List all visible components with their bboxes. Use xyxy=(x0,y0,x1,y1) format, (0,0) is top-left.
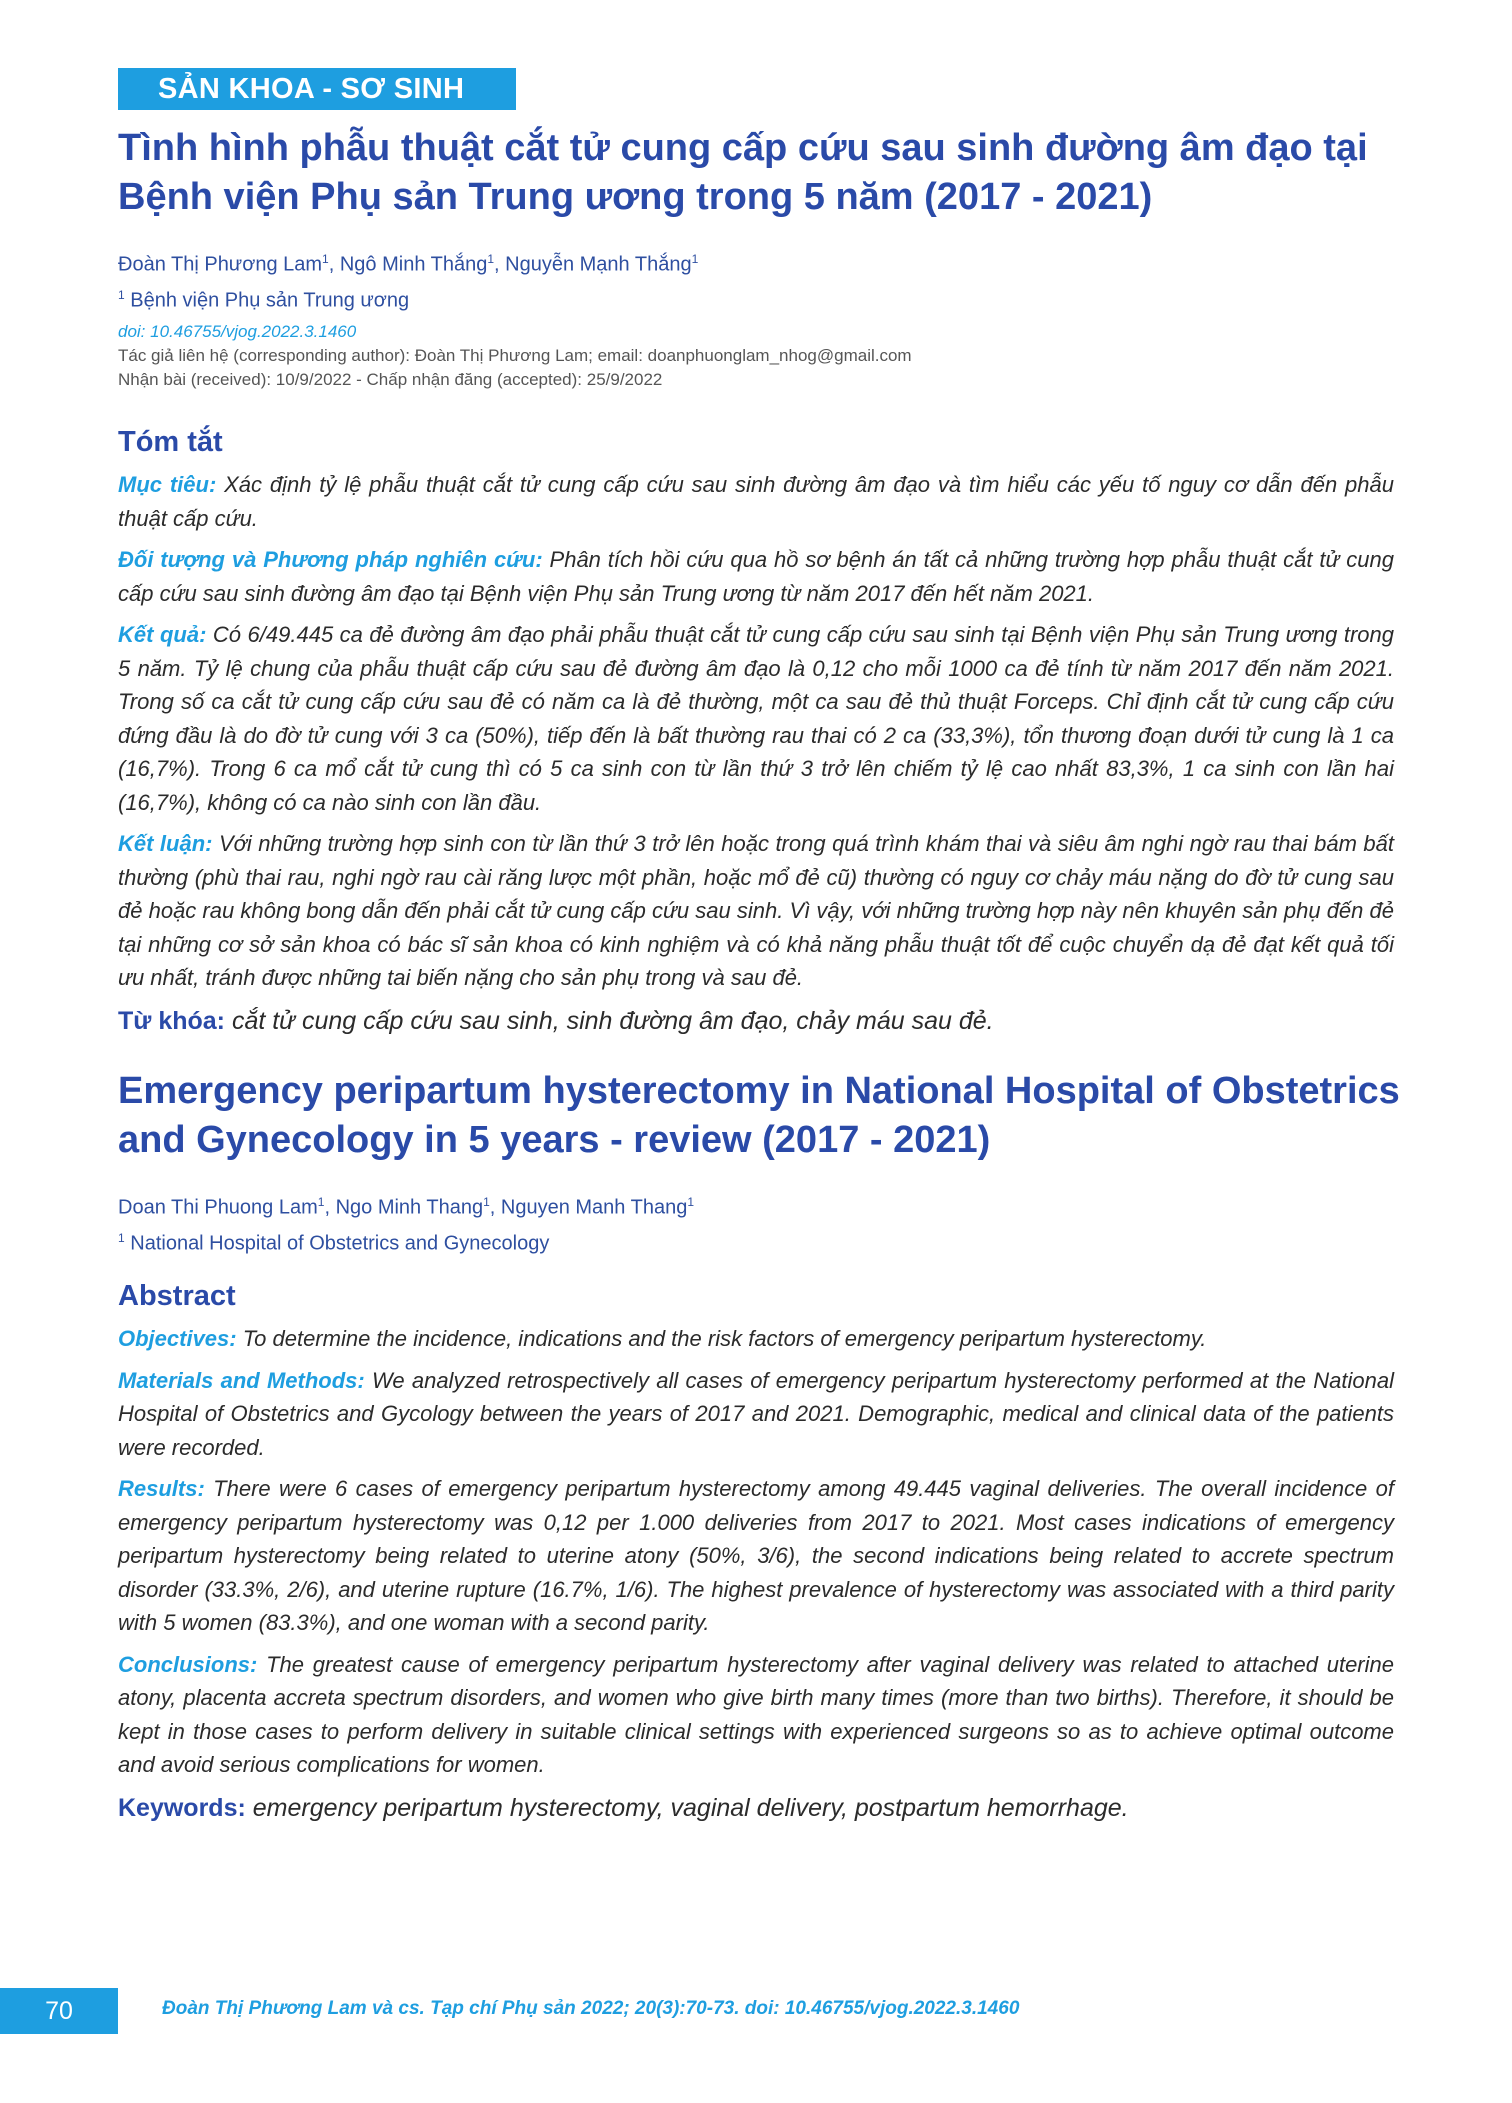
article-meta xyxy=(118,320,912,392)
summary-heading-vi: Tóm tắt xyxy=(118,426,223,458)
article-title-vi: Tình hình phẫu thuật cắt tử cung cấp cứu sau sinh đường âm đạo tại Bệnh viện Phụ sản Trung ương trong 5 năm (2017 - 2021) xyxy=(118,127,1368,218)
paragraph-text: Có 6/49.445 ca đẻ đường âm đạo phải phẫu thuật cắt tử cung cấp cứu sau sinh tại Bệnh viện Phụ sản Trung ương trong 5 năm. Tỷ lệ chung của phẫu thuật cấp cứu sau đẻ đường âm đạo là 0,12 cho mỗi 1000 ca đẻ tính từ năm 2017 đến năm 2021. Trong số ca cắt tử cung cấp cứu sau đẻ có năm ca là đẻ thường, một ca sau đẻ thủ thuật Forceps. Chỉ định cắt tử cung cấp cứu đứng đầu là do đờ tử cung với 3 ca (50%), tiếp đến là bất thường rau thai có 2 ca (33,3%), tổn thương đoạn dưới tử cung là 1 ca (16,7%). Trong 6 ca mổ cắt tử cung thì có 5 ca sinh con từ lần thứ 3 trở lên chiếm tỷ lệ cao nhất 83,3%, 1 ca sinh con lần hai (16,7%), không có ca nào sinh con lần đầu. xyxy=(118,622,1395,815)
paragraph-text: Phân tích hồi cứu qua hồ sơ bệnh án tất cả những trường hợp phẫu thuật cắt tử cung cấp cứu sau sinh đường âm đạo tại Bệnh viện Phụ sản Trung ương từ năm 2017 đến hết năm 2021. xyxy=(118,547,1394,606)
paragraph-label: Materials and Methods: xyxy=(118,1367,365,1393)
affiliation-mark: 1 xyxy=(118,287,125,302)
page-number: 70 xyxy=(0,1988,118,2034)
summary-paragraph-objectives xyxy=(118,468,1394,535)
keywords-text: cắt tử cung cấp cứu sau sinh, sinh đường âm đạo, chảy máu sau đẻ. xyxy=(225,1006,994,1035)
footer-citation: Đoàn Thị Phương Lam và cs. Tạp chí Phụ sản 2022; 20(3):70-73. doi: 10.46755/vjog.2022.3.1460 xyxy=(162,1998,1020,2019)
paragraph-text: We analyzed retrospectively all cases of emergency peripartum hysterectomy performed at the National Hospital of Obstetrics and Gycology between the years of 2017 and 2021. Demographic, medical and clinical data of the patients were recorded. xyxy=(118,1367,1394,1460)
abstract-heading-en: Abstract xyxy=(118,1280,236,1312)
authors-block-en xyxy=(118,1187,694,1258)
summary-vi xyxy=(118,468,1394,1039)
paragraph-label: Objectives: xyxy=(118,1326,237,1351)
keywords-vi xyxy=(118,1003,1394,1039)
summary-paragraph-results xyxy=(118,618,1394,819)
author-affiliation-mark: 1 xyxy=(483,1195,490,1209)
paragraph-text: There were 6 cases of emergency peripartum hysterectomy among 49.445 vaginal deliveries. The overall incidence of emergency peripartum hysterectomy was 0,12 per 1.000 deliveries from 2017 to 2021. Most cases indications of emergency peripartum hysterectomy being related to uterine atony (50%, 3/6), the second indications being related to accrete spectrum disorder (33.3%, 2/6), and uterine rupture (16.7%, 1/6). The highest prevalence of hysterectomy was associated with a third parity with 5 women (83.3%), and one woman with a second parity. xyxy=(118,1476,1394,1635)
author-name: Doan Thi Phuong Lam xyxy=(118,1196,318,1219)
corresponding-author: Tác giả liên hệ (corresponding author): Đoàn Thị Phương Lam; email: doanphuonglam_nhog@gmail.com xyxy=(118,346,912,365)
author-affiliation-mark: 1 xyxy=(691,252,699,266)
paragraph-text: To determine the incidence, indications and the risk factors of emergency peripartum hysterectomy. xyxy=(236,1326,1207,1351)
author-affiliation-mark: 1 xyxy=(687,1195,695,1209)
paragraph-label: Kết luận: xyxy=(118,831,213,856)
paragraph-label: Conclusions: xyxy=(118,1651,258,1677)
author-list-vi: Đoàn Thị Phương Lam$^1$, Ngô Minh Thắng$^1$, Nguyễn Mạnh Thắng$^1$ xyxy=(118,252,699,276)
author-affiliation-mark: 1 xyxy=(487,252,495,266)
author-affiliation-mark: 1 xyxy=(322,252,329,266)
paragraph-text: The greatest cause of emergency peripartum hysterectomy after vaginal delivery was related to attached uterine atony, placenta accreta spectrum disorders, and women who give birth many times (more than two births). Therefore, it should be kept in those cases to perform delivery in suitable clinical settings with experienced surgeons so as to achieve optimal outcome and avoid serious complications for women. xyxy=(118,1651,1394,1777)
author-name: Nguyễn Mạnh Thắng xyxy=(505,253,692,276)
keywords-label: Từ khóa: xyxy=(118,1006,225,1035)
summary-paragraph-conclusions xyxy=(118,827,1394,995)
summary-paragraph-methods xyxy=(118,543,1394,610)
affiliation-vi xyxy=(118,280,698,316)
abstract-paragraph-objectives xyxy=(118,1322,1394,1356)
keywords-label: Keywords: xyxy=(118,1793,246,1822)
paragraph-text: Xác định tỷ lệ phẫu thuật cắt tử cung cấp cứu sau sinh đường âm đạo và tìm hiểu các yếu tố nguy cơ dẫn đến phẫu thuật cấp cứu. xyxy=(118,472,1394,531)
abstract-en xyxy=(118,1322,1394,1826)
paragraph-label: Mục tiêu: xyxy=(118,472,217,497)
authors-block-vi xyxy=(118,244,698,315)
keywords-en xyxy=(118,1790,1394,1826)
author-name: Ngo Minh Thang xyxy=(335,1196,484,1219)
author-name: Ngô Minh Thắng xyxy=(339,253,488,276)
author-name: Nguyen Manh Thang xyxy=(500,1196,688,1219)
affiliation-en xyxy=(118,1223,694,1259)
affiliation-text: Bệnh viện Phụ sản Trung ương xyxy=(130,289,410,312)
doi-link[interactable]: doi: 10.46755/vjog.2022.3.1460 xyxy=(118,322,357,341)
affiliation-text: National Hospital of Obstetrics and Gynecology xyxy=(130,1232,550,1255)
section-tag: SẢN KHOA - SƠ SINH xyxy=(118,68,516,110)
article-title-en: Emergency peripartum hysterectomy in National Hospital of Obstetrics and Gynecology in 5 years - review (2017 - 2021) xyxy=(118,1070,1400,1161)
received-accepted-dates: Nhận bài (received): 10/9/2022 - Chấp nhận đăng (accepted): 25/9/2022 xyxy=(118,370,663,389)
paragraph-text: Với những trường hợp sinh con từ lần thứ 3 trở lên hoặc trong quá trình khám thai và siêu âm nghi ngờ rau thai bám bất thường (phù thai rau, nghi ngờ rau cài răng lược một phần, hoặc mổ đẻ cũ) thường có nguy cơ chảy máu nặng do đờ tử cung sau đẻ hoặc rau không bong dẫn đến phải cắt tử cung cấp cứu sau sinh. Vì vậy, với những trường hợp này nên khuyên sản phụ đến đẻ tại những cơ sở sản khoa có bác sĩ sản khoa có kinh nghiệm và có khả năng phẫu thuật tốt để cuộc chuyển dạ đẻ đạt kết quả tối ưu nhất, tránh được những tai biến nặng cho sản phụ trong và sau đẻ. xyxy=(118,831,1394,990)
author-affiliation-mark: 1 xyxy=(317,1195,325,1209)
paragraph-label: Kết quả: xyxy=(118,622,207,647)
paragraph-label: Đối tượng và Phương pháp nghiên cứu: xyxy=(118,547,543,572)
author-list-en: Doan Thi Phuong Lam$^1$, Ngo Minh Thang$^1$, Nguyen Manh Thang$^1$ xyxy=(118,1195,695,1219)
paragraph-label: Results: xyxy=(118,1476,205,1501)
affiliation-mark: 1 xyxy=(118,1230,125,1245)
author-name: Đoàn Thị Phương Lam xyxy=(118,253,323,276)
abstract-paragraph-methods xyxy=(118,1364,1394,1465)
keywords-text: emergency peripartum hysterectomy, vaginal delivery, postpartum hemorrhage. xyxy=(245,1793,1129,1822)
abstract-paragraph-results xyxy=(118,1472,1394,1640)
abstract-paragraph-conclusions xyxy=(118,1648,1394,1782)
